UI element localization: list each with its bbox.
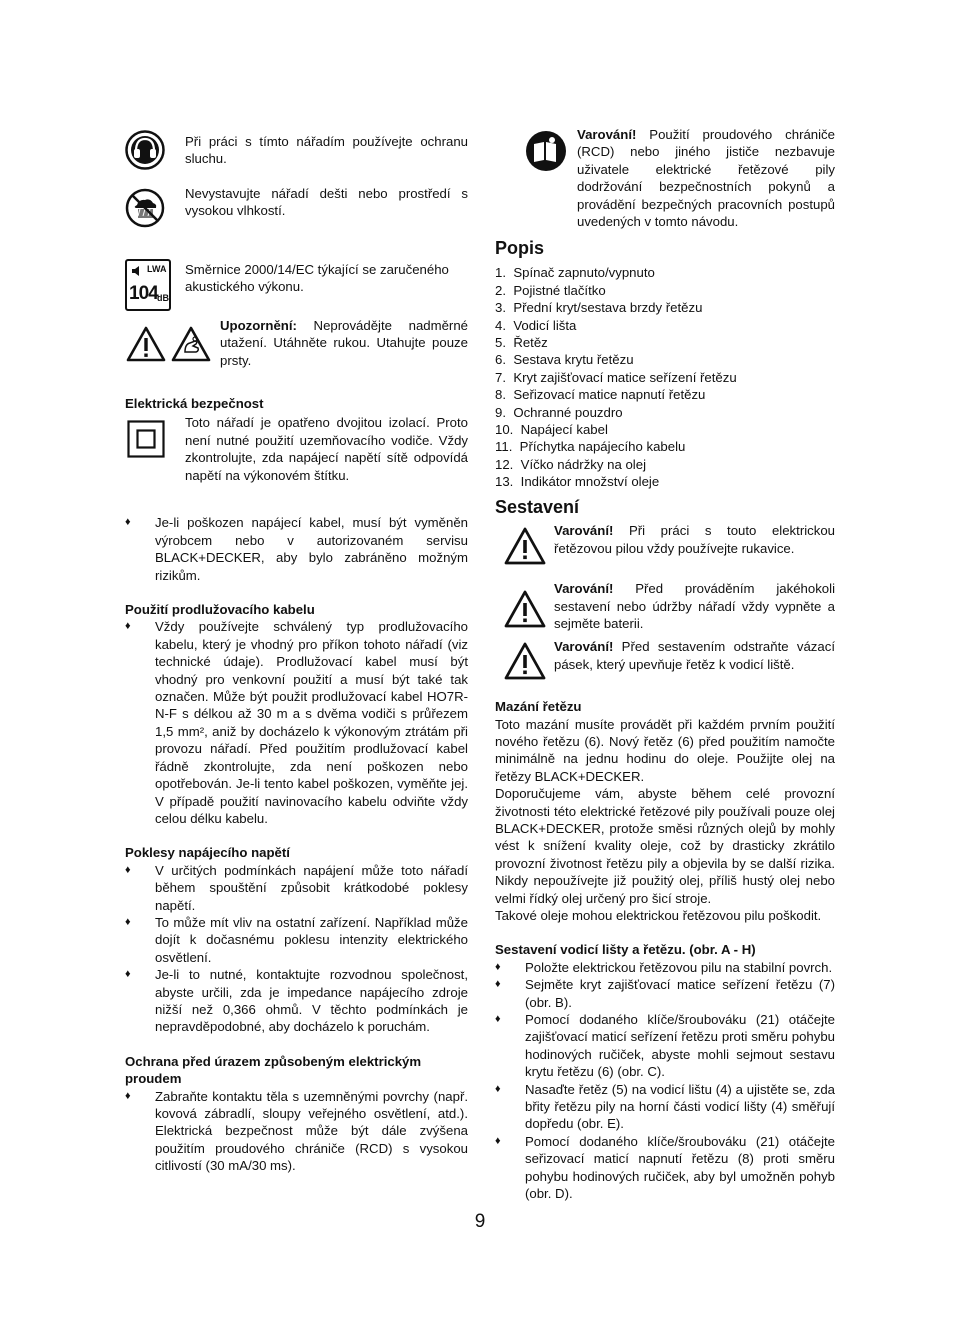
- popis-item: 6. Sestava krytu řetězu: [495, 352, 634, 368]
- double-insulation-block: [125, 416, 468, 510]
- rain-text: Nevystavujte nářadí dešti nebo prostředí s vysokou vlhkostí.: [185, 186, 468, 219]
- popis-item: 5. Řetěz: [495, 335, 548, 351]
- bullet-diamond-icon: ♦: [495, 960, 501, 973]
- popis-list: [495, 264, 835, 490]
- bullet-diamond-icon: ♦: [125, 1089, 131, 1102]
- drop-heading: Poklesy napájecího napětí: [125, 845, 290, 861]
- lube-paragraph-1: Toto mazání musíte provádět při každém prvním použití nového řetězu (6). Nový řetěz (6) před použitím namočte minimálně na jednu hodinu do oleje. Použijte olej na řetězy BLACK+DECKER.: [495, 716, 835, 784]
- shock-bullet: [125, 1088, 468, 1175]
- popis-item: 4. Vodicí lišta: [495, 317, 577, 333]
- popis-item: 10. Napájecí kabel: [495, 422, 608, 438]
- hearing-text: Při práci s tímto nářadím používejte ochranu sluchu.: [185, 134, 468, 167]
- lube-paragraph-2: Doporučujeme vám, abyste během celé provozní životnosti této elektrické řetězové pily používali pouze olej BLACK+DECKER, protože směsi různých olejů by mohly vést k snížení kvality oleje, což by drasticky zkrátilo provozní životnost řetězu pily a objevila by se další rizika. Nikdy nepoužívejte již použitý olej, příliš hustý olej nebo velmi řídký olej určený pro šicí stroje.: [495, 786, 835, 906]
- assembly-bullet: [495, 1011, 835, 1081]
- popis-heading: Popis: [495, 238, 545, 258]
- battery-warning-text: Před prováděním jakéhokoli sestavení nebo údržby nářadí vždy vypněte a sejměte baterii.: [554, 581, 835, 631]
- warning-paragraph: [220, 317, 468, 369]
- left-column: [125, 127, 468, 1175]
- noise-label-big: 104: [129, 283, 158, 304]
- bullet-diamond-icon: ♦: [125, 915, 131, 928]
- double-insulation-text: Toto nářadí je opatřeno dvojitou izolací. Proto není nutné použití uzemňovacího vodiče. Vždy zkontrolujte, zda napájecí napětí sítě odpovídá napětí na výkonovém štítku.: [185, 415, 468, 483]
- warning-block: [125, 318, 468, 395]
- elec-heading: Elektrická bezpečnost: [125, 396, 264, 411]
- popis-item: 9. Ochranné pouzdro: [495, 404, 623, 420]
- rcd-paragraph: [577, 126, 835, 230]
- rcd-label: Varování!: [577, 127, 637, 142]
- assembly-bullet-text: Nasaďte řetěz (5) na vodicí lištu (4) a ujistěte se, zda břity řetězu pily na horní části vodicí lišty (4) směřují dopředu (obr. E).: [525, 1081, 835, 1132]
- warning-label: Upozornění:: [220, 318, 297, 333]
- assembly-bullet-text: Položte elektrickou řetězovou pilu na stabilní povrch.: [525, 959, 833, 975]
- noise-label-top: LWA: [147, 264, 167, 274]
- bullet-diamond-icon: ♦: [495, 1013, 501, 1025]
- double-insulation-icon: [127, 420, 165, 458]
- hearing-protection-block: [125, 127, 468, 187]
- ear-protection-icon: [125, 130, 165, 170]
- gloves-warning-block: [495, 522, 835, 578]
- assembly-heading: Sestavení vodicí lišty a řetězu. (obr. A - H): [495, 942, 756, 958]
- band-warning-block: [495, 638, 835, 698]
- cable-bullet-text: Je-li poškozen napájecí kabel, musí být vyměněn výrobcem nebo v autorizovaném servisu BLACK+DECKER, aby bylo zabráněno možným rizikům.: [155, 515, 468, 583]
- hand-tighten-icon: [171, 326, 211, 362]
- popis-item: 2. Pojistné tlačítko: [495, 282, 606, 298]
- popis-item: 12. Víčko nádržky na olej: [495, 456, 647, 472]
- page-number: 9: [474, 1211, 486, 1232]
- bullet-diamond-icon: ♦: [495, 978, 501, 991]
- gloves-warning-text: Při práci s touto elektrickou řetězovou pilou vždy používejte rukavice.: [554, 523, 835, 556]
- ext-bullet: [125, 618, 468, 827]
- popis-item: 1. Spínač zapnuto/vypnuto: [495, 265, 655, 281]
- bullet-diamond-icon: ♦: [495, 1082, 501, 1095]
- drop-bullet-2: [125, 914, 468, 966]
- lube-heading: Mazání řetězu: [495, 699, 582, 715]
- bullet-diamond-icon: ♦: [125, 620, 131, 633]
- warning-triangle-icon: [126, 326, 166, 362]
- drop-bullet-text: V určitých podmínkách napájení může toto nářadí během spouštění způsobit krátkodobé poklesy napětí.: [155, 862, 468, 913]
- assembly-bullet: [495, 1133, 835, 1203]
- bullet-diamond-icon: ♦: [125, 968, 131, 981]
- popis-item: 8. Seřizovací matice napnutí řetězu: [495, 387, 706, 403]
- band-warning-label: Varování!: [554, 639, 614, 655]
- popis-item: 11. Příchytka napájecího kabelu: [495, 439, 686, 455]
- band-paragraph: [554, 638, 835, 673]
- assembly-bullet-text: Pomocí dodaného klíče/šroubováku (21) otáčejte seřizovací maticí napnutí řetězu (8) proti směru pohybu hodinových ručiček, aby byl umožněn pohyb (obr. D).: [525, 1133, 835, 1202]
- battery-paragraph: [554, 580, 835, 632]
- cable-bullet: [125, 514, 468, 584]
- gloves-paragraph: [554, 522, 835, 557]
- warning-triangle-icon: [504, 590, 546, 628]
- popis-item: 7. Kryt zajišťovací matice seřízení řetězu: [495, 369, 737, 385]
- bullet-diamond-icon: ♦: [495, 1134, 501, 1147]
- warning-text: Neprovádějte nadměrné utažení. Utáhněte rukou. Utahujte pouze prsty.: [220, 318, 468, 368]
- drop-bullet-text: To může mít vliv na ostatní zařízení. Například může dojít k dočasnému poklesu intenzity elektrického osvětlení.: [155, 914, 468, 965]
- lube-paragraph-3: Takové oleje mohou elektrickou řetězovou pilu poškodit.: [495, 907, 822, 923]
- noise-text: Směrnice 2000/14/EC týkající se zaručeného akustického výkonu.: [185, 262, 449, 295]
- shock-heading: Ochrana před úrazem způsobeným elektrickým proudem: [125, 1053, 422, 1087]
- drop-bullet-1: [125, 862, 468, 914]
- shock-bullet-text: Zabraňte kontaktu těla s uzemněnými povrchy (např. kovová zábradlí, sloupy veřejného osvětlení, atd.). Elektrická bezpečnost může být dále zvýšena použitím proudového chrániče (RCD) s vysokou citlivostí (30 mA/30 ms).: [155, 1088, 468, 1174]
- rcd-text: Použití proudového chrániče (RCD) nebo jiného jističe nezbavuje uživatele elektrické řetězové pily dodržování bezpečnostních pokynů a provádění bezpečných pracovních postupů uvedených v tomto návodu.: [577, 127, 835, 230]
- sestaveni-heading: Sestavení: [495, 496, 580, 517]
- noise-level-label-icon: [125, 259, 171, 311]
- gloves-warning-label: Varování!: [554, 523, 614, 539]
- assembly-bullet: [495, 976, 835, 1011]
- warning-triangle-icon: [504, 527, 546, 565]
- read-manual-icon: [525, 130, 567, 172]
- bullet-diamond-icon: ♦: [125, 516, 131, 529]
- assembly-bullet: [495, 1081, 835, 1133]
- assembly-bullet-text: Pomocí dodaného klíče/šroubováku (21) otáčejte zajišťovací maticí seřízení řetězu proti směru pohybu hodinových ručiček, abyste mohli sejmout sestavu krytu řetězu (6) (obr. C).: [525, 1012, 835, 1080]
- ext-bullet-text: Vždy používejte schválený typ prodlužovacího kabelu, který je vhodný pro příkon tohoto nářadí (viz technické údaje). Prodlužovací kabel musí být vhodný pro venkovní použití a musí být také tak označen. Může být použit prodlužovací kabel HO7R-N-F s délkou až 30 m a s dvěma vodiči s průřezem 1,5 mm², aniž by docházelo k výkonovým ztrátám při provozu nářadí. Před použitím prodlužovací kabel řádně zkontrolujte, zda není poškozen nebo opotřebován. Je-li tento kabel poškozen, vyměňte jej. V případě použití navinovacího kabelu odviňte vždy celou délku kabelu.: [155, 619, 468, 826]
- rcd-block: [495, 127, 835, 240]
- band-warning-text: Před sestavením odstraňte vázací pásek, který upevňuje řetěz k vodicí liště.: [554, 639, 835, 672]
- assembly-bullet-text: Sejměte kryt zajišťovací matice seřízení řetězu (7) (obr. B).: [525, 977, 835, 1010]
- warning-triangle-icon: [504, 642, 546, 680]
- ext-heading: Použití prodlužovacího kabelu: [125, 602, 315, 618]
- popis-item: 13. Indikátor množství oleje: [495, 474, 660, 490]
- noise-block: [125, 257, 468, 321]
- bullet-diamond-icon: ♦: [125, 863, 131, 876]
- no-rain-icon: [125, 188, 165, 228]
- right-column: [495, 127, 835, 1202]
- battery-warning-label: Varování!: [554, 581, 614, 597]
- drop-bullet-text: Je-li to nutné, kontaktujte rozvodnou společnost, abyste určili, zda je impedance napájecího zdroje nižší než 0,366 ohmů. V těchto podmínkách je nepravděpodobné, aby docházelo k poruchám.: [155, 967, 468, 1035]
- popis-item: 3. Přední kryt/sestava brzdy řetězu: [495, 300, 703, 316]
- rain-block: [125, 187, 468, 257]
- noise-label-unit: dB: [157, 293, 169, 303]
- assembly-bullet: [495, 959, 835, 976]
- battery-warning-block: [495, 580, 835, 638]
- drop-bullet-3: [125, 966, 468, 1036]
